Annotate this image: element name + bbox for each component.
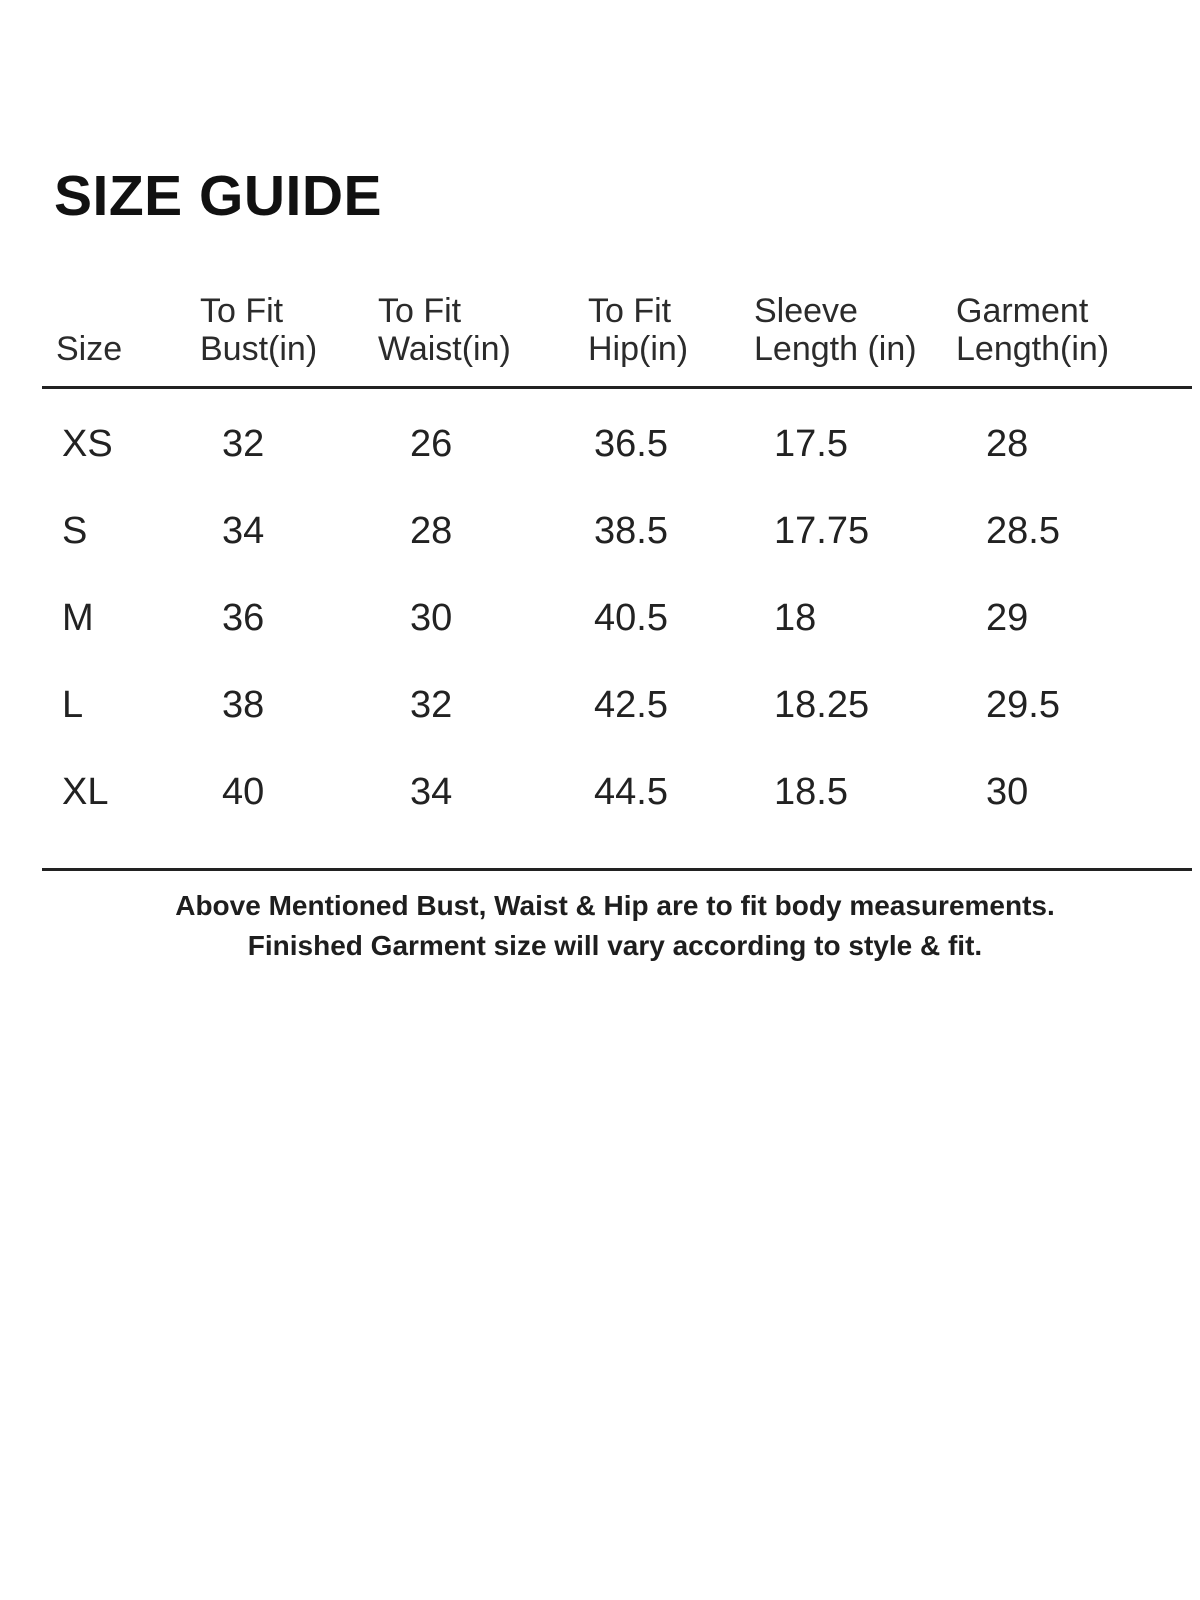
note-line-1: Above Mentioned Bust, Waist & Hip are to fit body measurements. — [175, 890, 1055, 921]
cell-size: L — [62, 684, 84, 726]
cell-bust: 34 — [222, 510, 265, 552]
size-table — [42, 292, 1192, 813]
cell-hip: 38.5 — [594, 510, 668, 552]
table-row — [42, 770, 1192, 857]
cell-sleeve: 17.5 — [774, 423, 848, 465]
cell-hip: 44.5 — [594, 771, 668, 813]
cell-size: M — [62, 597, 94, 639]
header-garment-length: Garment Length(in) — [956, 292, 1110, 368]
table-bottom-divider — [42, 868, 1192, 871]
cell-hip: 42.5 — [594, 684, 668, 726]
cell-size: XL — [62, 771, 109, 813]
cell-bust: 38 — [222, 684, 265, 726]
cell-waist: 32 — [410, 684, 453, 726]
note-line-2: Finished Garment size will vary according to style & fit. — [247, 930, 983, 961]
cell-garment: 29.5 — [986, 684, 1060, 726]
header-sleeve-length: Sleeve Length (in) — [754, 292, 917, 368]
header-divider — [42, 386, 1192, 389]
cell-sleeve: 18 — [774, 597, 817, 639]
table-header-row — [42, 292, 1192, 378]
cell-waist: 26 — [410, 423, 453, 465]
cell-sleeve: 18.25 — [774, 684, 870, 726]
cell-sleeve: 17.75 — [774, 510, 870, 552]
cell-waist: 28 — [410, 510, 453, 552]
header-waist: To Fit Waist(in) — [378, 292, 511, 368]
cell-garment: 28 — [986, 423, 1029, 465]
table-row — [42, 596, 1192, 683]
cell-sleeve: 18.5 — [774, 771, 848, 813]
header-size: Size — [56, 330, 123, 368]
page-title: SIZE GUIDE — [54, 164, 383, 228]
cell-bust: 32 — [222, 423, 265, 465]
measurement-note — [0, 886, 1200, 966]
cell-waist: 30 — [410, 597, 453, 639]
cell-garment: 30 — [986, 771, 1029, 813]
table-row — [42, 509, 1192, 596]
cell-waist: 34 — [410, 771, 453, 813]
cell-garment: 29 — [986, 597, 1029, 639]
cell-hip: 40.5 — [594, 597, 668, 639]
table-row — [42, 422, 1192, 509]
cell-size: XS — [62, 423, 113, 465]
cell-hip: 36.5 — [594, 423, 668, 465]
header-hip: To Fit Hip(in) — [588, 292, 689, 368]
table-row — [42, 683, 1192, 770]
table-body — [42, 422, 1192, 857]
cell-bust: 40 — [222, 771, 265, 813]
header-bust: To Fit Bust(in) — [200, 292, 318, 368]
cell-bust: 36 — [222, 597, 265, 639]
cell-size: S — [62, 510, 88, 552]
cell-garment: 28.5 — [986, 510, 1060, 552]
